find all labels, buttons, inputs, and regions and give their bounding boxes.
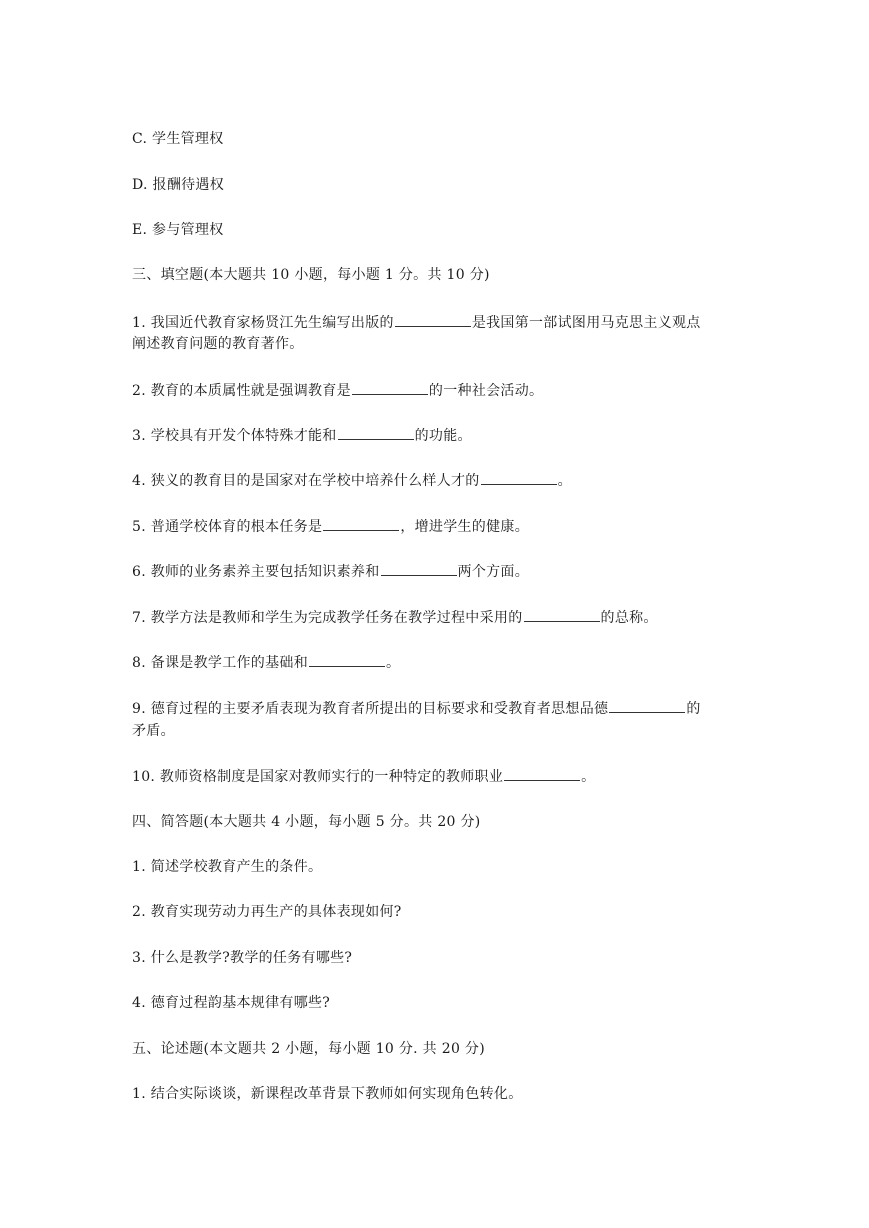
question-text: 的一种社会活动。 xyxy=(428,383,544,399)
question-text: 。 xyxy=(581,769,596,785)
question-text: ，增进学生的健康。 xyxy=(400,519,530,535)
question-text: 3. 学校具有开发个体特殊才能和 xyxy=(132,428,337,444)
section3-heading: 三、填空题(本大题共 10 小题，每小题 1 分。共 10 分) xyxy=(132,267,490,283)
option-e: E. 参与管理权 xyxy=(132,222,224,238)
answer-blank xyxy=(309,652,385,667)
fill-question-8 xyxy=(132,652,400,673)
fill-question-6 xyxy=(132,561,529,582)
question-text: 10. 教师资格制度是国家对教师实行的一种特定的教师职业 xyxy=(132,769,504,785)
section4-heading: 四、简答题(本大题共 4 小题，每小题 5 分。共 20 分) xyxy=(132,814,481,830)
short-question-2: 2. 教育实现劳动力再生产的具体表现如何? xyxy=(132,904,402,920)
short-question-1: 1. 简述学校教育产生的条件。 xyxy=(132,859,323,875)
fill-question-2 xyxy=(132,380,543,401)
question-text: 是我国第一部试图用马克思主义观点 xyxy=(471,315,701,331)
answer-blank xyxy=(323,516,399,531)
question-text: 的总称。 xyxy=(600,610,658,626)
question-text: 。 xyxy=(557,473,572,489)
question-text: 。 xyxy=(386,655,401,671)
question-text: 6. 教师的业务素养主要包括知识素养和 xyxy=(132,564,380,580)
question-text: 2. 教育的本质属性就是强调教育是 xyxy=(132,383,351,399)
question-text: 5. 普通学校体育的根本任务是 xyxy=(132,519,323,535)
answer-blank xyxy=(524,607,600,622)
question-text: 的功能。 xyxy=(414,428,472,444)
question-text: 两个方面。 xyxy=(457,564,530,580)
answer-blank xyxy=(504,766,580,781)
answer-blank xyxy=(352,380,428,395)
fill-question-9 xyxy=(132,698,701,719)
question-text: 1. 我国近代教育家杨贤江先生编写出版的 xyxy=(132,315,394,331)
fill-question-1 xyxy=(132,312,701,333)
essay-question-1: 1. 结合实际谈谈，新课程改革背景下教师如何实现角色转化。 xyxy=(132,1086,523,1102)
fill-question-9-cont: 矛盾。 xyxy=(132,723,175,739)
answer-blank xyxy=(481,470,557,485)
question-text: 9. 德育过程的主要矛盾表现为教育者所提出的目标要求和受教育者思想品德 xyxy=(132,701,609,717)
section5-heading: 五、论述题(本文题共 2 小题，每小题 10 分. 共 20 分) xyxy=(132,1041,485,1057)
fill-question-3 xyxy=(132,425,472,446)
short-question-3: 3. 什么是教学?教学的任务有哪些? xyxy=(132,950,353,966)
fill-question-5 xyxy=(132,516,529,537)
question-text: 8. 备课是教学工作的基础和 xyxy=(132,655,309,671)
fill-question-7 xyxy=(132,607,658,628)
fill-question-10 xyxy=(132,766,595,787)
answer-blank xyxy=(609,698,685,713)
answer-blank xyxy=(381,561,457,576)
fill-question-4 xyxy=(132,470,572,491)
answer-blank xyxy=(338,425,414,440)
fill-question-1-cont: 阐述教育问题的教育著作。 xyxy=(132,336,304,352)
option-d: D. 报酬待遇权 xyxy=(132,177,225,193)
answer-blank xyxy=(395,312,471,327)
option-c: C. 学生管理权 xyxy=(132,131,224,147)
question-text: 4. 狭义的教育目的是国家对在学校中培养什么样人才的 xyxy=(132,473,480,489)
question-text: 7. 教学方法是教师和学生为完成教学任务在教学过程中采用的 xyxy=(132,610,523,626)
question-text: 的 xyxy=(686,701,701,717)
short-question-4: 4. 德育过程韵基本规律有哪些? xyxy=(132,995,331,1011)
